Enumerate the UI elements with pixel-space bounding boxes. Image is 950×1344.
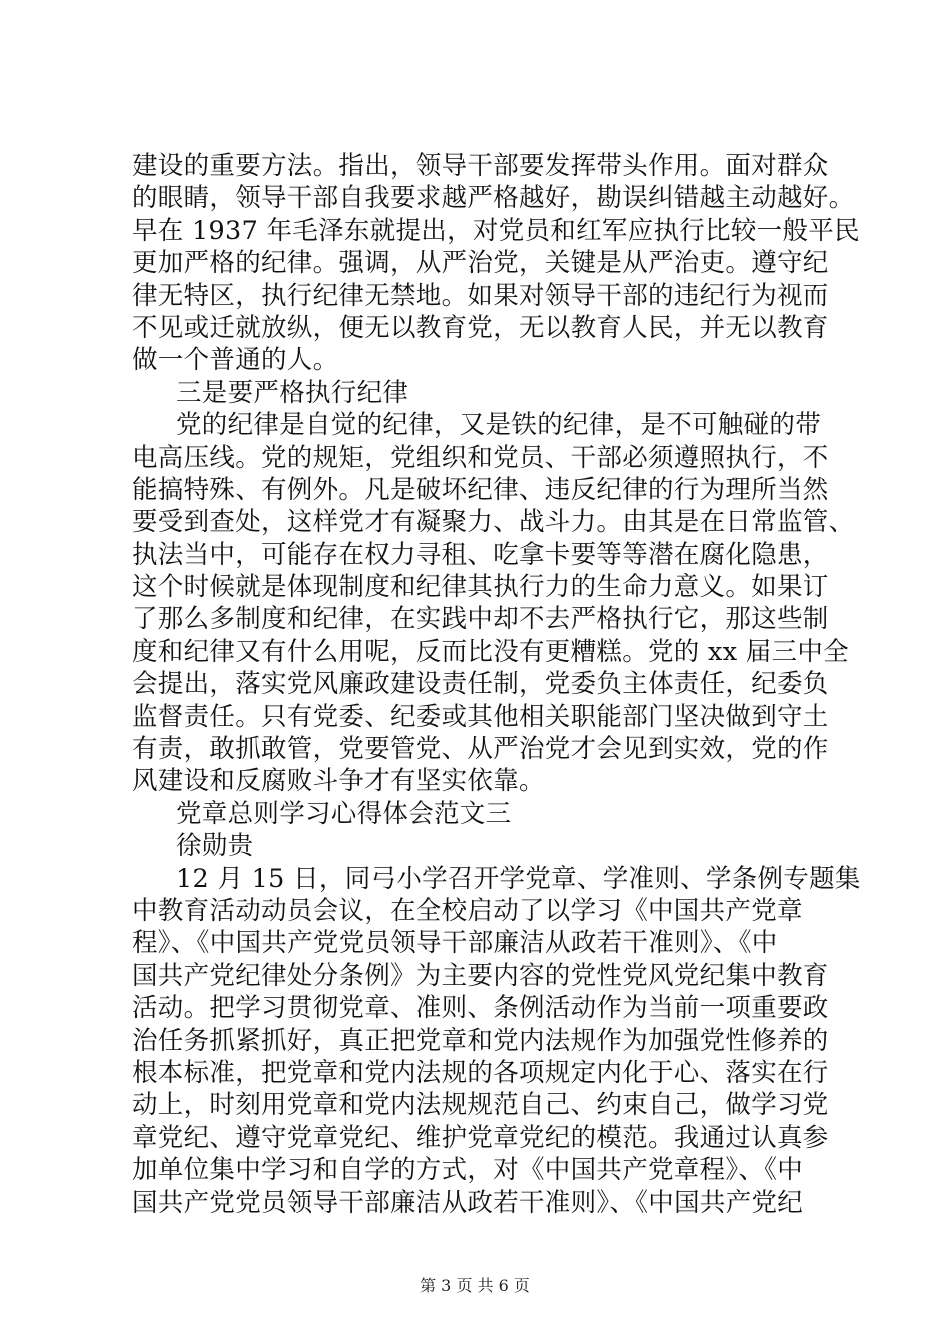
text-line: 党的纪律是自觉的纪律，又是铁的纪律，是不可触碰的带 [176, 410, 822, 441]
document-body [132, 150, 861, 1219]
text-line: 电高压线。党的规矩，党组织和党员、干部必须遵照执行，不 [132, 442, 829, 473]
text-line: 律无特区，执行纪律无禁地。如果对领导干部的违纪行为视而 [132, 280, 829, 311]
text-line: 会提出，落实党风廉政建设责任制，党委负主体责任，纪委负 [132, 669, 829, 700]
page-number-footer: 第 3 页 共 6 页 [420, 1276, 530, 1295]
text-line: 加单位集中学习和自学的方式，对《中国共产党章程》、《中 [132, 1155, 804, 1186]
text-line: 执法当中，可能存在权力寻租、吃拿卡要等等潜在腐化隐患， [132, 539, 829, 570]
text-line: 的眼睛，领导干部自我要求越严格越好，勘误纠错越主动越好。 [132, 183, 855, 214]
article-title: 党章总则学习心得体会范文三 [176, 798, 512, 829]
text-line: 治任务抓紧抓好，真正把党章和党内法规作为加强党性修养的 [132, 1025, 829, 1056]
author-name: 徐勋贵 [176, 831, 254, 862]
text-line: 风建设和反腐败斗争才有坚实依靠。 [132, 766, 545, 797]
text-line: 不见或迁就放纵，便无以教育党，无以教育人民，并无以教育 [132, 312, 829, 343]
text-line: 早在 1937 年毛泽东就提出，对党员和红军应执行比较一般平民 [132, 215, 860, 246]
text-line: 活动。把学习贯彻党章、准则、条例活动作为当前一项重要政 [132, 993, 829, 1024]
text-line: 度和纪律又有什么用呢，反而比没有更糟糕。党的 xx 届三中全 [132, 636, 849, 667]
text-line: 根本标准，把党章和党内法规的各项规定内化于心、落实在行 [132, 1057, 829, 1088]
text-line: 程》、《中国共产党党员领导干部廉洁从政若干准则》、《中 [132, 928, 778, 959]
text-line: 国共产党党员领导干部廉洁从政若干准则》、《中国共产党纪 [132, 1187, 804, 1218]
text-line: 这个时候就是体现制度和纪律其执行力的生命力意义。如果订 [132, 572, 829, 603]
text-line: 有责，敢抓敢管，党要管党、从严治党才会见到实效，党的作 [132, 734, 829, 765]
text-line: 做一个普通的人。 [132, 345, 339, 376]
text-line: 国共产党纪律处分条例》为主要内容的党性党风党纪集中教育 [132, 960, 829, 991]
text-line: 要受到查处，这样党才有凝聚力、战斗力。由其是在日常监管、 [132, 507, 855, 538]
section-heading: 三是要严格执行纪律 [176, 377, 409, 408]
text-line: 动上，时刻用党章和党内法规规范自己、约束自己，做学习党 [132, 1090, 829, 1121]
text-line: 更加严格的纪律。强调，从严治党，关键是从严治吏。遵守纪 [132, 248, 829, 279]
text-line: 12 月 15 日，同弓小学召开学党章、学准则、学条例专题集 [176, 863, 861, 894]
text-line: 监督责任。只有党委、纪委或其他相关职能部门坚决做到守土 [132, 701, 829, 732]
text-line: 能搞特殊、有例外。凡是破坏纪律、违反纪律的行为理所当然 [132, 474, 829, 505]
text-line: 了那么多制度和纪律，在实践中却不去严格执行它，那这些制 [132, 604, 829, 635]
text-line: 建设的重要方法。指出，领导干部要发挥带头作用。面对群众 [132, 151, 829, 181]
text-line: 中教育活动动员会议，在全校启动了以学习《中国共产党章 [132, 895, 803, 926]
text-line: 章党纪、遵守党章党纪、维护党章党纪的模范。我通过认真参 [132, 1122, 829, 1153]
